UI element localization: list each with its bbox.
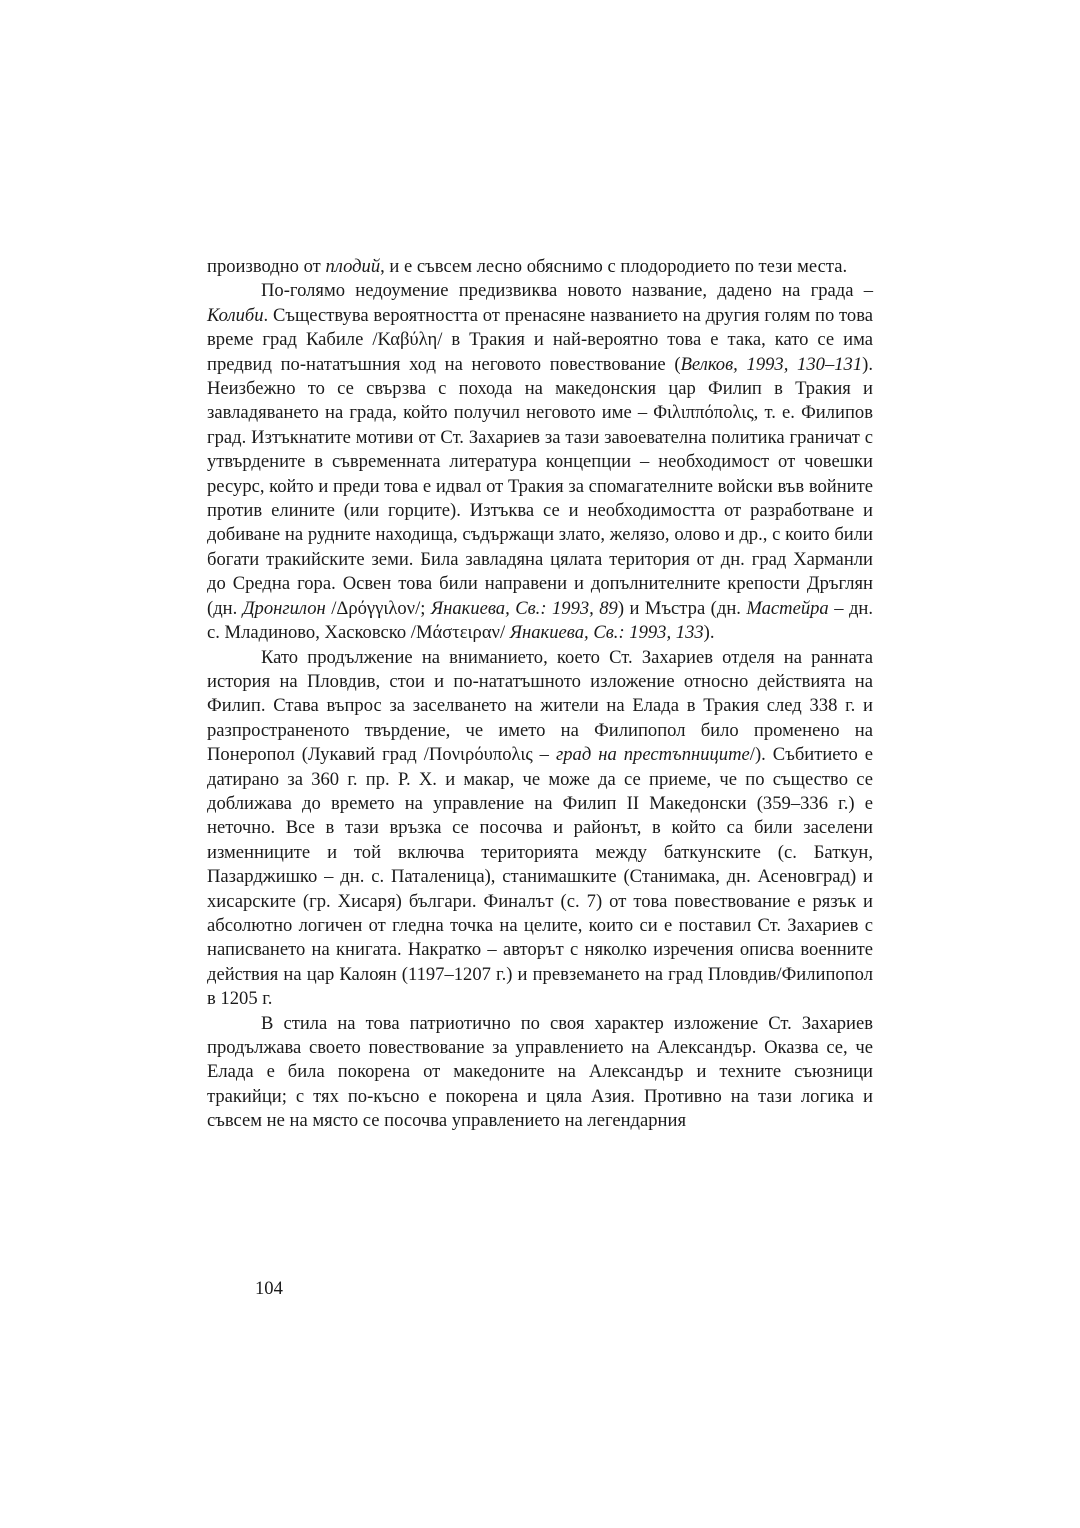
paragraph xyxy=(207,279,873,645)
italic-text: Дронгилон xyxy=(242,597,326,619)
text-run: Като продължение на вниманието, което Ст. Захариев отделя на ранната история на Пловдив, стои и по-нататъшното изложение относно действията на Филип. Става въпрос за заселването на жители на Елада в Тракия след 338 г. и разпространеното твърдение, че името на Филипопол било променено на Понеропол (Лукавий град /Πονιρόυπολις – xyxy=(207,646,873,766)
italic-text: град на престъпниците xyxy=(555,744,750,766)
body-text xyxy=(207,255,873,1134)
text-run: /Δρόγγιλον/; xyxy=(325,597,431,619)
paragraph xyxy=(207,1012,873,1134)
italic-text: Янакиева, Св.: 1993, 133 xyxy=(509,622,704,644)
text-run: В стила на това патриотично по своя характер изложение Ст. Захариев продължава своето повествование за управлението на Александър. Оказва се, че Елада е била покорена от македоните на Александър и техните съюзници тракийци; с тях по-късно е покорена и цяла Азия. Противно на тази логика и съвсем не на място се посочва управлението на легендарния xyxy=(207,1012,873,1132)
italic-text: Колиби xyxy=(207,304,264,326)
text-run: ). Неизбежно то се свързва с похода на македонския цар Филип в Тракия и завладяването на града, който получил неговото име – Φιλιππόπολις, т. е. Филипов град. Изтъкнатите мотиви от Ст. Захариев за тази завоевателна политика граничат с утвърдените в съвременната литература концепции – необходимост от човешки ресурс, който и преди това е идвал от Тракия за спомагателните войски във войните против елините (или горците). Изтъква се и необходимостта от разработване и добиване на рудните находища, съдържащи злато, желязо, олово и др., с които били богати тракийските земи. Била завладяна цялата територия от дн. град Харманли до Средна гора. Освен това били направени и допълнителните крепости Дръглян (дн. xyxy=(207,353,873,619)
italic-text: Велков, 1993, 130–131 xyxy=(680,353,863,375)
paragraph xyxy=(207,646,873,1012)
text-run: ) и Мъстра (дн. xyxy=(617,597,747,619)
text-run: . Съществува вероятността от пренасяне названието на другия голям по това време град Кабиле /Καβύλη/ в Тракия и най-вероятно това е така, като се има предвид по-нататъшния ход на неговото повествование ( xyxy=(207,304,873,375)
italic-text: Мастейра xyxy=(746,597,829,619)
text-run: ). xyxy=(703,622,715,644)
text-run: По-голямо недоумение предизвиква новото название, дадено на града – xyxy=(261,280,873,302)
page-number: 104 xyxy=(255,1278,283,1299)
italic-text: плодий xyxy=(325,256,381,277)
italic-text: Янакиева, Св.: 1993, 89 xyxy=(430,597,618,619)
paragraph xyxy=(207,255,873,279)
text-run: производно от xyxy=(207,256,326,277)
text-run: , и е съвсем лесно обяснимо с плодородието по тези места. xyxy=(380,256,848,277)
text-run: /). Събитието е датирано за 360 г. пр. Р. Х. и макар, че може да се приеме, че по същество се доближава до времето на управление на Филип II Македонски (359–336 г.) е неточно. Все в тази връзка се посочва и районът, в който са били заселени изменниците и той включва територията между баткунските (с. Баткун, Пазарджишко – дн. с. Паталеница), станимашките (Станимака, дн. Асеновград) и хисарските (гр. Хисаря) българи. Финалът (с. 7) от това повествование е рязък и абсолютно логичен от гледна точка на целите, които си е поставил Ст. Захариев с написването на книгата. Накратко – авторът с няколко изречения описва военните действия на цар Калоян (1197–1207 г.) и превземането на град Пловдив/Филипопол в 1205 г. xyxy=(207,744,873,1010)
text-run: – дн. с. Младиново, Хасковско /Μάστειραν/ xyxy=(207,597,873,644)
